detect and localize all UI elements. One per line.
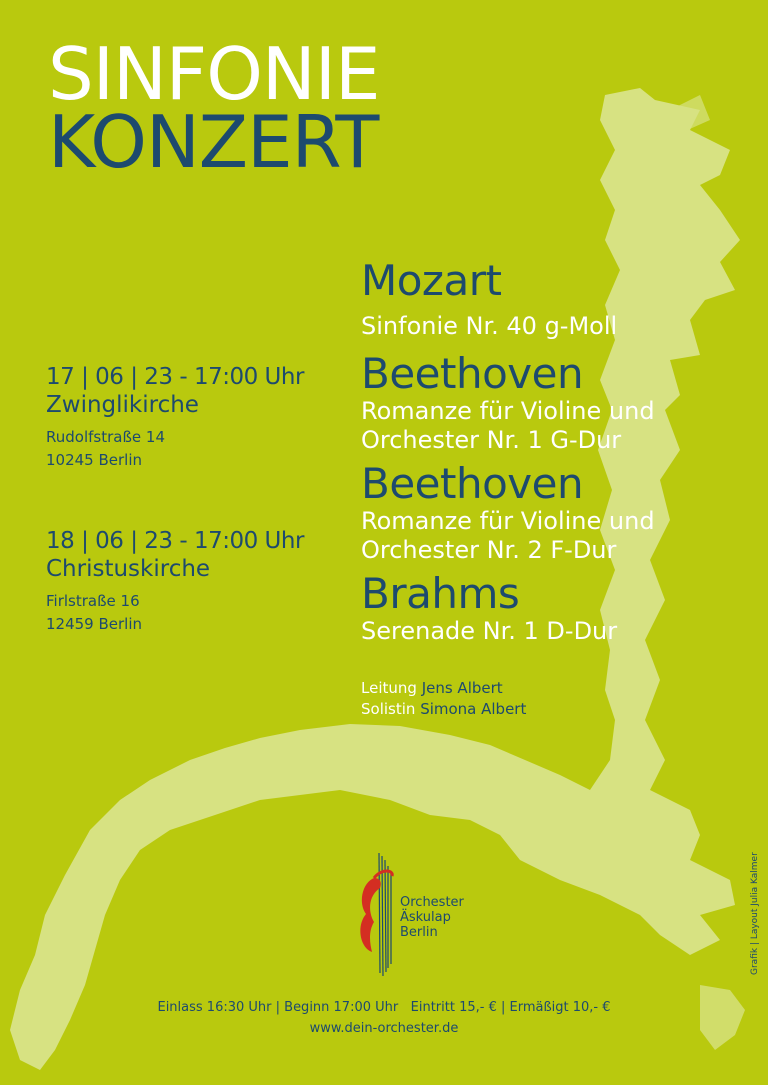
orchestra-name-line-3: Berlin bbox=[400, 925, 438, 940]
composer-name: Brahms bbox=[361, 569, 520, 618]
event-date: 17 | 06 | 23 - 17:00 Uhr bbox=[46, 364, 304, 390]
soloist-role: Solistin bbox=[361, 700, 416, 718]
composer-name: Mozart bbox=[361, 256, 502, 305]
event-venue: Christuskirche bbox=[46, 556, 211, 582]
conductor-credit bbox=[361, 678, 526, 699]
title-line-2: KONZERT bbox=[48, 100, 379, 184]
work-title: Serenade Nr. 1 D-Dur bbox=[361, 617, 618, 645]
orchestra-name-line-1: Orchester bbox=[400, 895, 464, 910]
event-address bbox=[46, 426, 304, 472]
event-1 bbox=[46, 364, 304, 472]
orchestra-name bbox=[400, 895, 464, 940]
event-city: 10245 Berlin bbox=[46, 451, 143, 469]
event-street: Rudolfstraße 14 bbox=[46, 428, 165, 446]
work-title-continued: Orchester Nr. 1 G-Dur bbox=[361, 426, 622, 454]
program-list bbox=[361, 258, 761, 646]
soloist-name: Simona Albert bbox=[420, 700, 527, 718]
soloist-credit bbox=[361, 699, 526, 720]
program-item bbox=[361, 351, 761, 455]
work-title-continued: Orchester Nr. 2 F-Dur bbox=[361, 536, 617, 564]
event-venue: Zwinglikirche bbox=[46, 392, 199, 418]
program-item bbox=[361, 258, 761, 341]
admission-info: Einlass 16:30 Uhr | Beginn 17:00 Uhr Eintritt 15,- € | Ermäßigt 10,- € bbox=[157, 1000, 611, 1015]
work-title: Romanze für Violine und bbox=[361, 507, 655, 535]
event-date: 18 | 06 | 23 - 17:00 Uhr bbox=[46, 528, 304, 554]
event-street: Firlstraße 16 bbox=[46, 592, 140, 610]
concert-title bbox=[48, 32, 380, 184]
work-title: Romanze für Violine und bbox=[361, 397, 655, 425]
program-item bbox=[361, 461, 761, 565]
composer-name: Beethoven bbox=[361, 459, 584, 508]
event-2 bbox=[46, 528, 304, 636]
work-title: Sinfonie Nr. 40 g-Moll bbox=[361, 312, 618, 340]
program-item bbox=[361, 571, 761, 646]
website-link[interactable]: www.dein-orchester.de bbox=[309, 1021, 459, 1036]
conductor-role: Leitung bbox=[361, 679, 417, 697]
event-city: 12459 Berlin bbox=[46, 615, 143, 633]
performer-credits bbox=[361, 678, 526, 720]
title-line-1: SINFONIE bbox=[48, 32, 380, 116]
event-address bbox=[46, 590, 304, 636]
conductor-name: Jens Albert bbox=[421, 679, 503, 697]
design-credit: Grafik | Layout Julia Kalmer bbox=[750, 852, 760, 975]
orchestra-name-line-2: Äskulap bbox=[400, 910, 451, 925]
composer-name: Beethoven bbox=[361, 349, 584, 398]
